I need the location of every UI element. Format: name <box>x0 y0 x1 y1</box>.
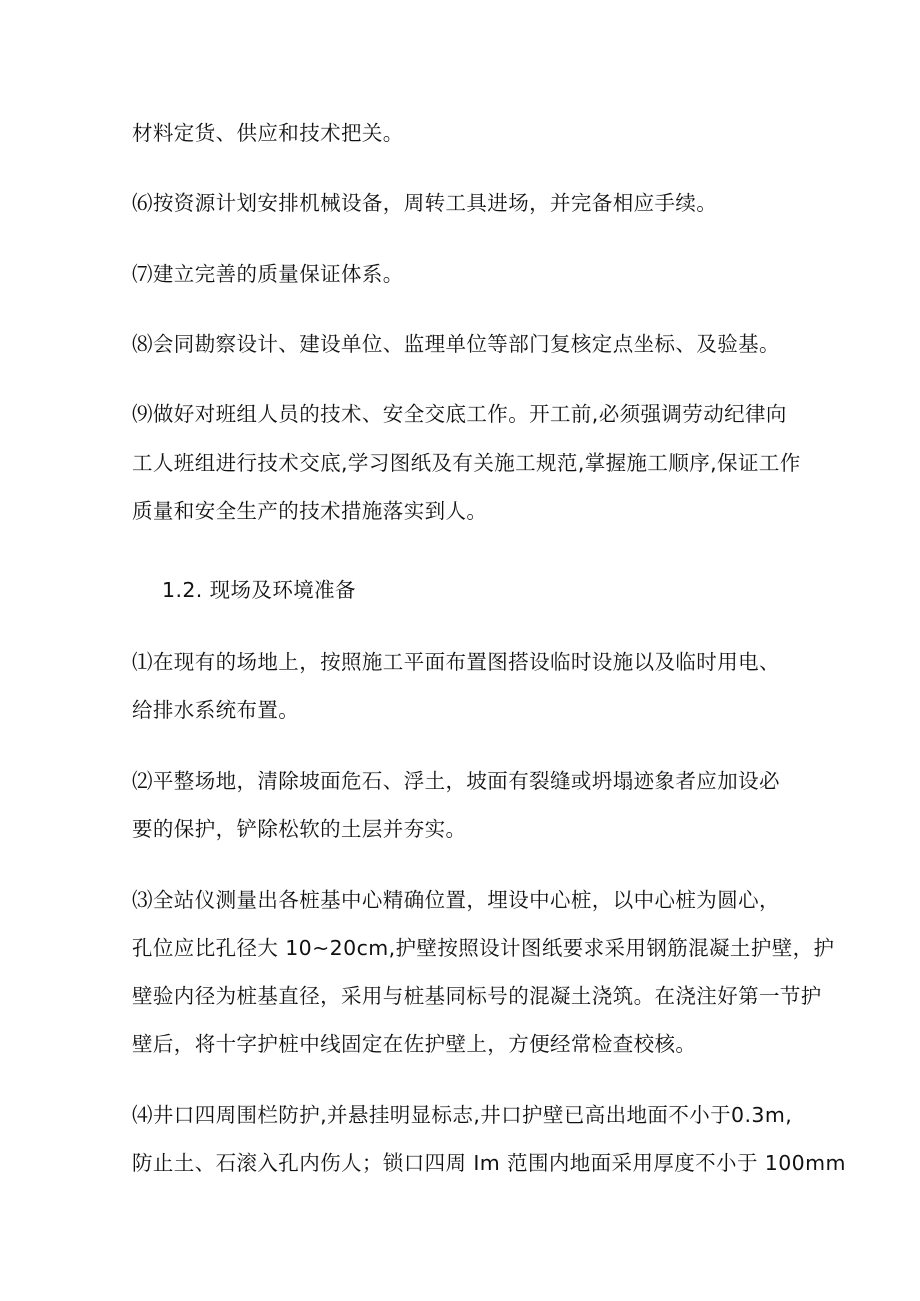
text-line: ⑻会同勘察设计、建设单位、监理单位等部门复核定点坐标、及验基。 <box>132 332 780 356</box>
section-heading: 1.2. 现场及环境准备 <box>162 578 356 602</box>
text-line: 给排水系统布置。 <box>132 698 300 722</box>
text-line: 防止土、石滚入孔内伤人；锁口四周 Im 范围内地面采用厚度不小于 100mm <box>132 1151 846 1175</box>
text-line: ⑶全站仪测量出各桩基中心精确位置，埋设中心桩，以中心桩为圆心， <box>132 888 780 912</box>
text-line: 材料定货、供应和技术把关。 <box>132 121 404 145</box>
text-line: 工人班组进行技术交底,学习图纸及有关施工规范,掌握施工顺序,保证工作 <box>132 451 801 475</box>
text-line: 要的保护，铲除松软的土层并夯实。 <box>132 817 467 841</box>
text-line: 孔位应比孔径大 10~20cm,护壁按照设计图纸要求采用钢筋混凝土护壁，护 <box>132 936 835 960</box>
text-line: ⑺建立完善的质量保证体系。 <box>132 262 404 286</box>
text-line: 壁后，将十字护桩中线固定在佐护壁上，方便经常检查校核。 <box>132 1032 697 1056</box>
text-line: 质量和安全生产的技术措施落实到人。 <box>132 499 488 523</box>
text-line: ⑴在现有的场地上，按照施工平面布置图搭设临时设施以及临时用电、 <box>132 650 780 674</box>
text-line: 壁验内径为桩基直径，采用与桩基同标号的混凝土浇筑。在浇注好第一节护 <box>132 984 822 1008</box>
text-line: ⑼做好对班组人员的技术、安全交底工作。开工前,必须强调劳动纪律向 <box>132 402 787 426</box>
text-line: ⑷井口四周围栏防护,并悬挂明显标志,井口护壁已高出地面不小于0.3m, <box>132 1103 793 1127</box>
text-line: ⑵平整场地，清除坡面危石、浮土，坡面有裂缝或坍塌迹象者应加设必 <box>132 769 780 793</box>
text-line: ⑹按资源计划安排机械设备，周转工具进场，并完备相应手续。 <box>132 191 718 215</box>
